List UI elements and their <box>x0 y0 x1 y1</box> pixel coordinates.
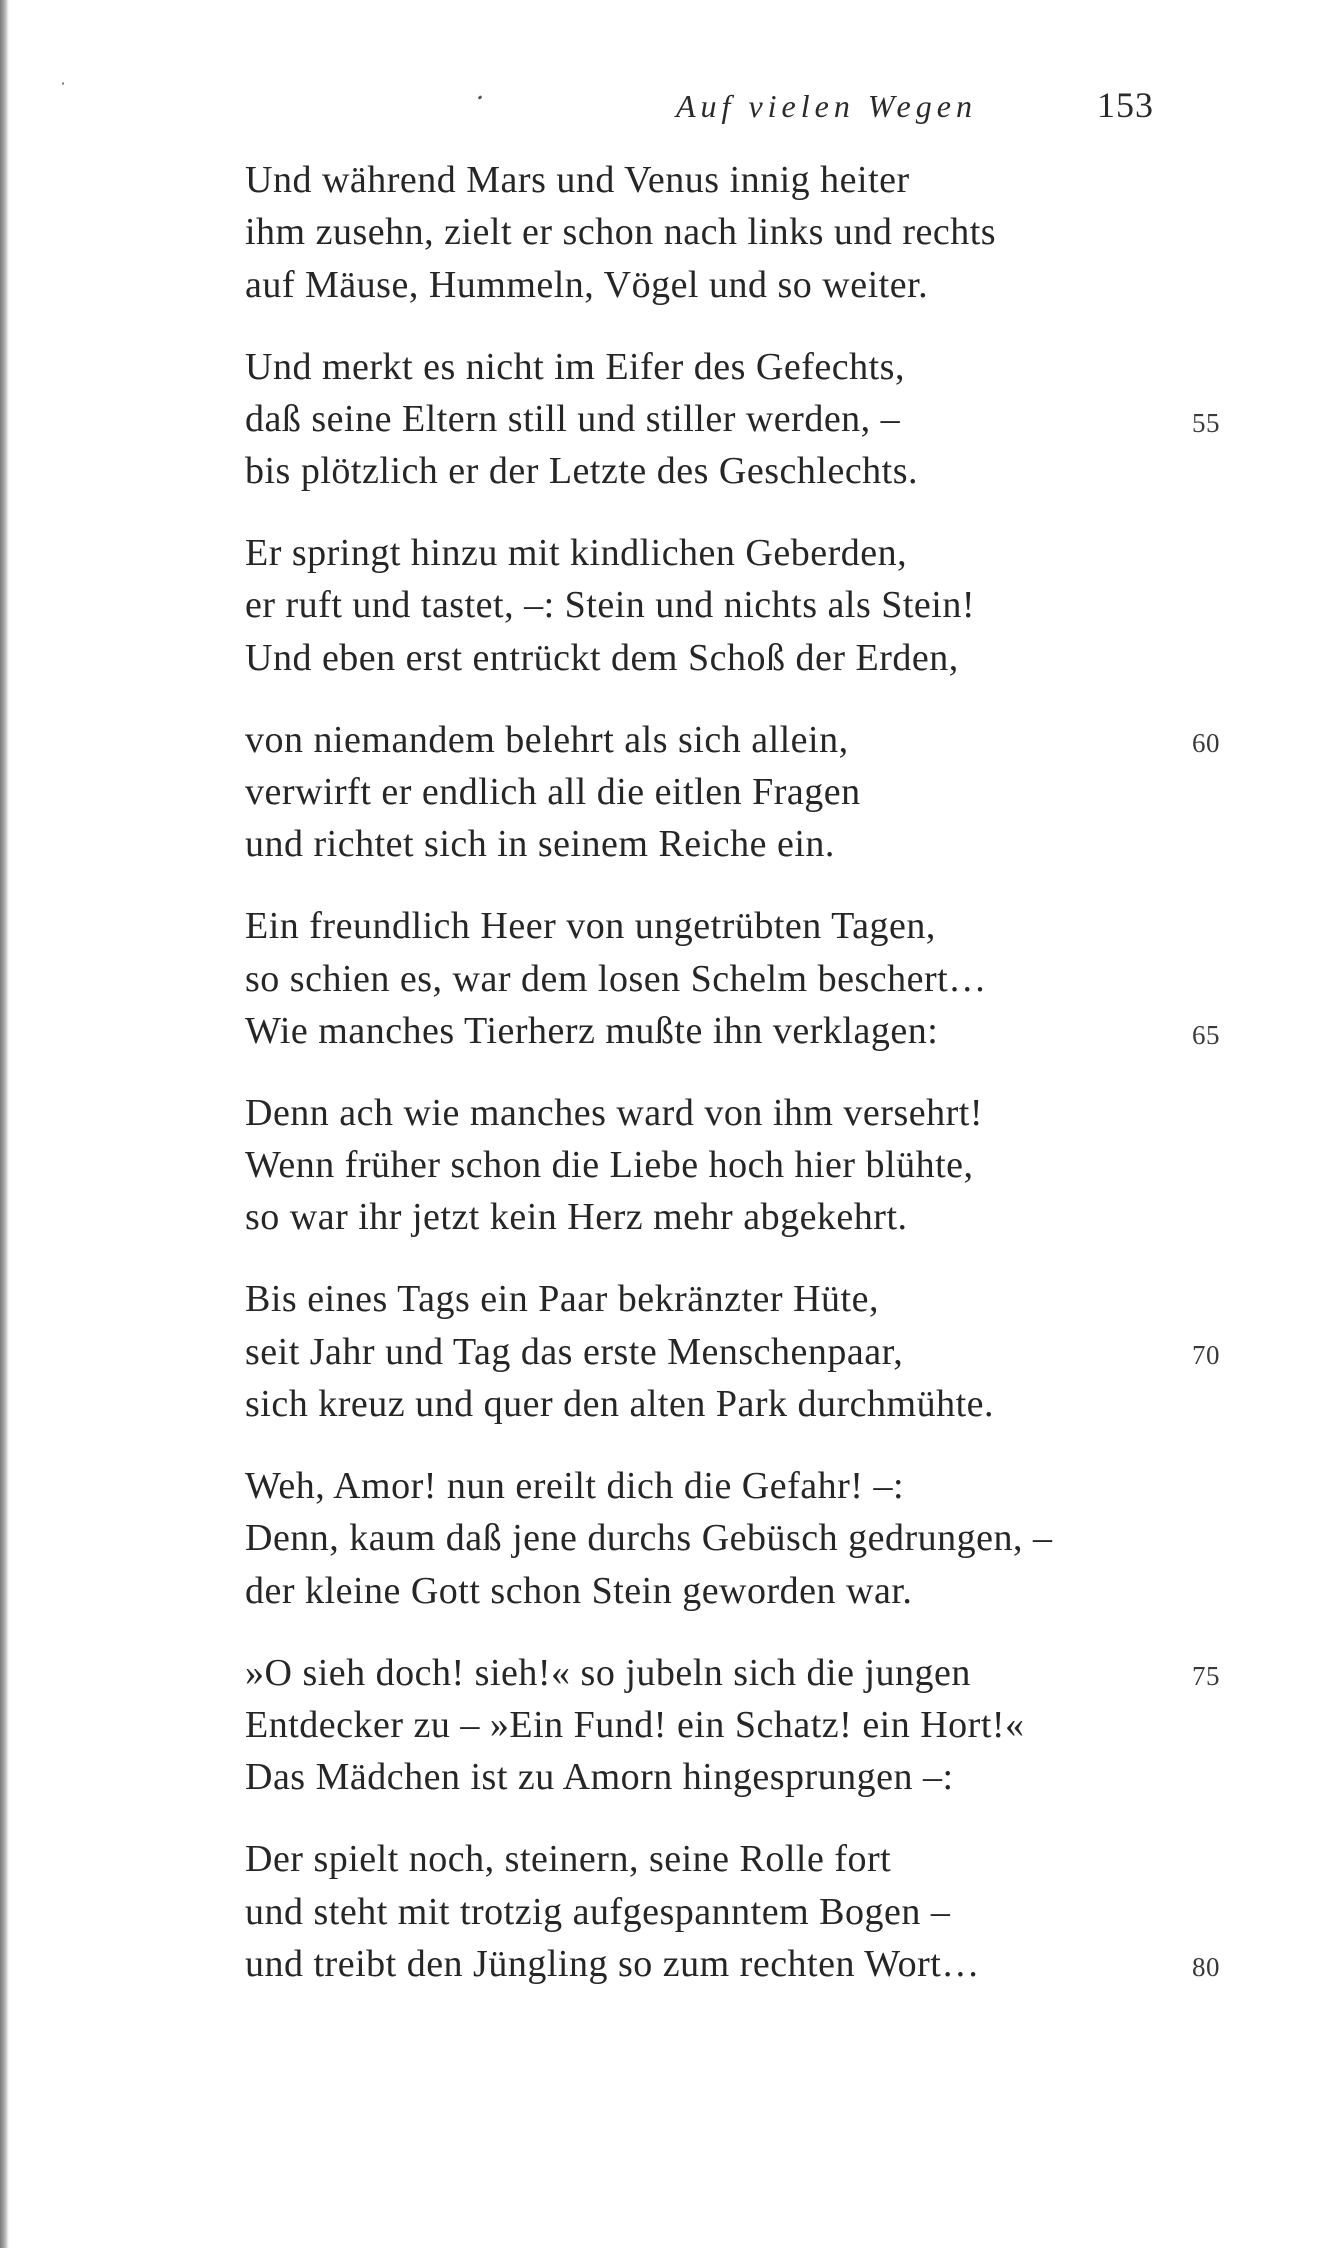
verse-text: Und eben erst entrückt dem Schoß der Erden, <box>245 636 959 679</box>
verse-text: »O sieh doch! sieh!« so jubeln sich die jungen <box>245 1651 971 1694</box>
verse-text: verwirft er endlich all die eitlen Fragen <box>245 771 861 814</box>
verse-line <box>245 1565 1285 1617</box>
running-head-title: Auf vielen Wegen <box>676 88 977 124</box>
line-number: 70 <box>1192 1340 1220 1371</box>
verse-line <box>245 818 1285 870</box>
verse-text: Denn, kaum daß jene durchs Gebüsch gedrungen, – <box>245 1517 1053 1560</box>
verse-line <box>245 1273 1285 1325</box>
verse-text: so schien es, war dem losen Schelm beschert… <box>245 957 987 1000</box>
stanza <box>245 527 1285 684</box>
verse-text: Der spielt noch, steinern, seine Rolle fort <box>245 1838 892 1881</box>
verse-line <box>245 1378 1285 1430</box>
verse-line <box>245 445 1285 497</box>
verse-text: seit Jahr und Tag das erste Menschenpaar, <box>245 1330 904 1373</box>
verse-text: Weh, Amor! nun ereilt dich die Gefahr! –: <box>245 1465 905 1508</box>
verse-text: Bis eines Tags ein Paar bekränzter Hüte, <box>245 1278 879 1321</box>
verse-line <box>245 393 1285 445</box>
stanza <box>245 900 1285 1057</box>
verse-text: und richtet sich in seinem Reiche ein. <box>245 823 835 866</box>
stanza <box>245 341 1285 498</box>
verse-text: von niemandem belehrt als sich allein, <box>245 718 849 761</box>
scan-speck <box>62 82 64 85</box>
line-number: 65 <box>1192 1019 1220 1050</box>
verse-line <box>245 527 1285 579</box>
verse-line <box>245 341 1285 393</box>
verse-text: so war ihr jetzt kein Herz mehr abgekehrt. <box>245 1196 908 1239</box>
verse-line <box>245 206 1285 258</box>
verse-line <box>245 1512 1285 1564</box>
verse-text: Er springt hinzu mit kindlichen Geberden, <box>245 532 908 575</box>
verse-text: daß seine Eltern still und stiller werden, – <box>245 397 901 440</box>
verse-text: der kleine Gott schon Stein geworden war. <box>245 1569 913 1612</box>
line-number: 55 <box>1192 407 1220 438</box>
poem-body <box>245 154 1285 2020</box>
page-binding-edge <box>0 0 9 2248</box>
verse-line <box>245 1647 1285 1699</box>
verse-text: und treibt den Jüngling so zum rechten Wort… <box>245 1942 980 1985</box>
verse-text: Und merkt es nicht im Eifer des Gefechts, <box>245 345 905 388</box>
line-number: 80 <box>1192 1952 1220 1983</box>
verse-line <box>245 154 1285 206</box>
verse-line <box>245 1460 1285 1512</box>
verse-text: Wie manches Tierherz mußte ihn verklagen: <box>245 1009 939 1052</box>
stanza <box>245 714 1285 871</box>
verse-line <box>245 1886 1285 1938</box>
verse-line <box>245 579 1285 631</box>
verse-line <box>245 259 1285 311</box>
verse-line <box>245 953 1285 1005</box>
stanza <box>245 154 1285 311</box>
stanza <box>245 1273 1285 1430</box>
line-number: 60 <box>1192 728 1220 759</box>
verse-text: auf Mäuse, Hummeln, Vögel und so weiter. <box>245 263 929 306</box>
stanza <box>245 1087 1285 1244</box>
verse-line <box>245 900 1285 952</box>
stanza <box>245 1833 1285 1990</box>
verse-line <box>245 1191 1285 1243</box>
line-number: 75 <box>1192 1661 1220 1692</box>
verse-text: er ruft und tastet, –: Stein und nichts als Stein! <box>245 584 976 627</box>
verse-line <box>245 1699 1285 1751</box>
verse-line <box>245 632 1285 684</box>
verse-text: Das Mädchen ist zu Amorn hingesprungen –: <box>245 1756 954 1799</box>
page-number: 153 <box>1097 85 1154 125</box>
verse-line <box>245 766 1285 818</box>
verse-line <box>245 714 1285 766</box>
verse-line <box>245 1087 1285 1139</box>
scan-speck <box>478 95 483 100</box>
verse-text: ihm zusehn, zielt er schon nach links und rechts <box>245 211 997 254</box>
verse-line <box>245 1326 1285 1378</box>
verse-line <box>245 1833 1285 1885</box>
verse-line <box>245 1751 1285 1803</box>
verse-text: und steht mit trotzig aufgespanntem Bogen – <box>245 1890 951 1933</box>
verse-line <box>245 1938 1285 1990</box>
verse-text: Ein freundlich Heer von ungetrübten Tagen, <box>245 905 936 948</box>
verse-text: bis plötzlich er der Letzte des Geschlechts. <box>245 450 919 493</box>
verse-text: Denn ach wie manches ward von ihm versehrt! <box>245 1091 983 1134</box>
verse-text: Wenn früher schon die Liebe hoch hier blühte, <box>245 1144 974 1187</box>
verse-line <box>245 1139 1285 1191</box>
verse-text: sich kreuz und quer den alten Park durchmühte. <box>245 1383 994 1426</box>
verse-text: Und während Mars und Venus innig heiter <box>245 159 910 201</box>
verse-line <box>245 1005 1285 1057</box>
stanza <box>245 1647 1285 1804</box>
stanza <box>245 1460 1285 1617</box>
verse-text: Entdecker zu – »Ein Fund! ein Schatz! ein Hort!« <box>245 1703 1025 1746</box>
